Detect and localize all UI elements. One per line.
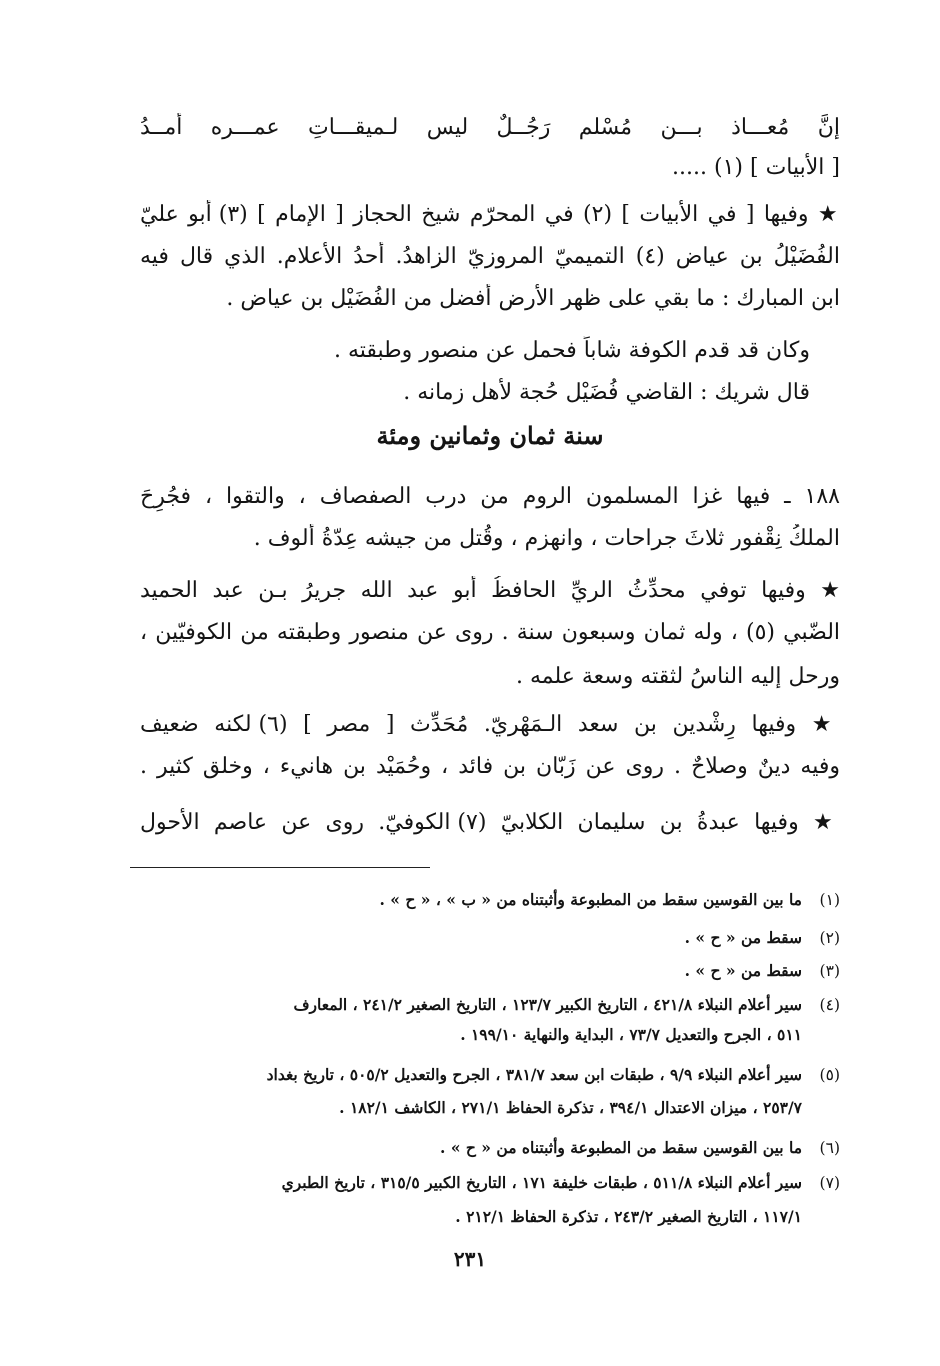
footnote-text: ما بين القوسين سقط من المطبوعة وأثبتناه من « ح » .: [440, 1138, 802, 1157]
footnote-5: [140, 1063, 840, 1087]
footnote-number: (٥): [819, 1066, 840, 1084]
footnote-4-continued: ٥١١ ، الجرح والتعديل ٧٣/٧ ، البداية والنهاية ١٩٩/١٠ .: [460, 1025, 802, 1044]
poem-verse-line: إنَّ مُعـــاذ بـــن مُسْلم رَجُــلٌ ليس لـميقـــاتِ عمـــره أمــدُ: [140, 115, 840, 140]
text-line: ★ وفيها [ في الأبيات ] (٢) في المحرّم شيخ الحجاز [ الإمام ] (٣) أبو عليّ: [140, 202, 840, 227]
footnote-number: (٤): [819, 996, 840, 1014]
text-line: الضّبي (٥) ، وله ثمان وسبعون سنة . روى عن منصور وطبقته من الكوفيّين ،: [140, 620, 840, 645]
footnote-number: (٢): [819, 929, 840, 947]
text-line: ★ وفيها رِشْدين بن سعد الـمَهْريّ. مُحَدِّث [ مصر ] (٦) لكنه ضعيف: [140, 712, 840, 737]
footnote-7: [140, 1171, 840, 1195]
footnote-text: ما بين القوسين سقط من المطبوعة وأثبتناه من « ب » ، « ح » .: [379, 890, 802, 909]
text-line: [ الأبيات ] (١) .....: [672, 155, 840, 180]
footnote-7-continued: ١١٧/١ ، التاريخ الصغير ٢٤٣/٢ ، تذكرة الحفاظ ٢١٢/١ .: [455, 1207, 802, 1226]
footnote-number: (٦): [819, 1139, 840, 1157]
footnote-text: سير أعلام النبلاء ٩/٩ ، طبقات ابن سعد ٣٨١/٧ ، الجرح والتعديل ٥٠٥/٢ ، تاريخ بغداد: [266, 1065, 802, 1084]
footnote-number: (١): [819, 891, 840, 909]
text-line: ورحل إليه الناسُ لثقته وسعة علمه .: [515, 664, 840, 689]
text-line: ★ وفيها عبدةُ بن سليمان الكلابيّ (٧) الكوفيّ. روى عن عاصم الأحول: [140, 810, 840, 835]
page-number: ٢٣١: [453, 1247, 487, 1271]
footnote-1: [140, 888, 840, 912]
footnote-3: [140, 959, 840, 983]
text-line: قال شريك : القاضي فُضَيْل حُجة لأهل زمانه .: [403, 380, 810, 405]
text-line: ★ وفيها توفي محدِّثُ الريِّ الحافظُ أبو عبد الله جريرُ بـن عبد الحميد: [140, 578, 840, 603]
footnote-separator: [130, 867, 430, 868]
footnote-4: [140, 993, 840, 1017]
text-line: وكان قد قدم الكوفة شاباً فحمل عن منصور وطبقته .: [333, 338, 810, 363]
footnote-number: (٧): [819, 1174, 840, 1192]
footnote-5-continued: ٢٥٣/٧ ، ميزان الاعتدال ٣٩٤/١ ، تذكرة الحفاظ ٢٧١/١ ، الكاشف ١٨٢/١ .: [339, 1098, 802, 1117]
text-line: وفيه دينٌ وصلاحٌ . روى عن زَبّان بن فائد ، وحُمَيْد بن هانيء ، وخلق كثير .: [140, 754, 840, 779]
text-line: ابن المبارك : ما بقي على ظهر الأرض أفضل من الفُضَيْل بن عياض .: [226, 286, 840, 311]
text-line: الملكُ نِقْفور ثلاثَ جراحات ، وانهزم ، وقُتل من جيشه عِدّةُ أُلوف .: [253, 526, 840, 551]
footnote-2: [140, 926, 840, 950]
footnote-text: سير أعلام النبلاء ٤٢١/٨ ، التاريخ الكبير ١٢٣/٧ ، التاريخ الصغير ٢٤١/٢ ، المعارف: [293, 995, 802, 1014]
footnote-text: سقط من « ح » .: [684, 928, 802, 947]
footnote-6: [140, 1136, 840, 1160]
footnote-text: سقط من « ح » .: [684, 961, 802, 980]
footnote-text: سير أعلام النبلاء ٥١١/٨ ، طبقات خليفة ١٧١ ، التاريخ الكبير ٣١٥/٥ ، تاريخ الطبري: [281, 1173, 802, 1192]
text-line: الفُضَيْلُ بن عياض (٤) التميميّ المروزيّ الزاهدُ. أحدُ الأعلام. الذي قال فيه: [140, 244, 840, 269]
footnote-number: (٣): [819, 962, 840, 980]
text-line: ١٨٨ ـ فيها غزا المسلمون الروم من درب الصفصاف ، والتقوا ، فجُرِحَ: [140, 484, 840, 509]
section-heading: سنة ثمان وثمانين ومئة: [376, 421, 604, 450]
